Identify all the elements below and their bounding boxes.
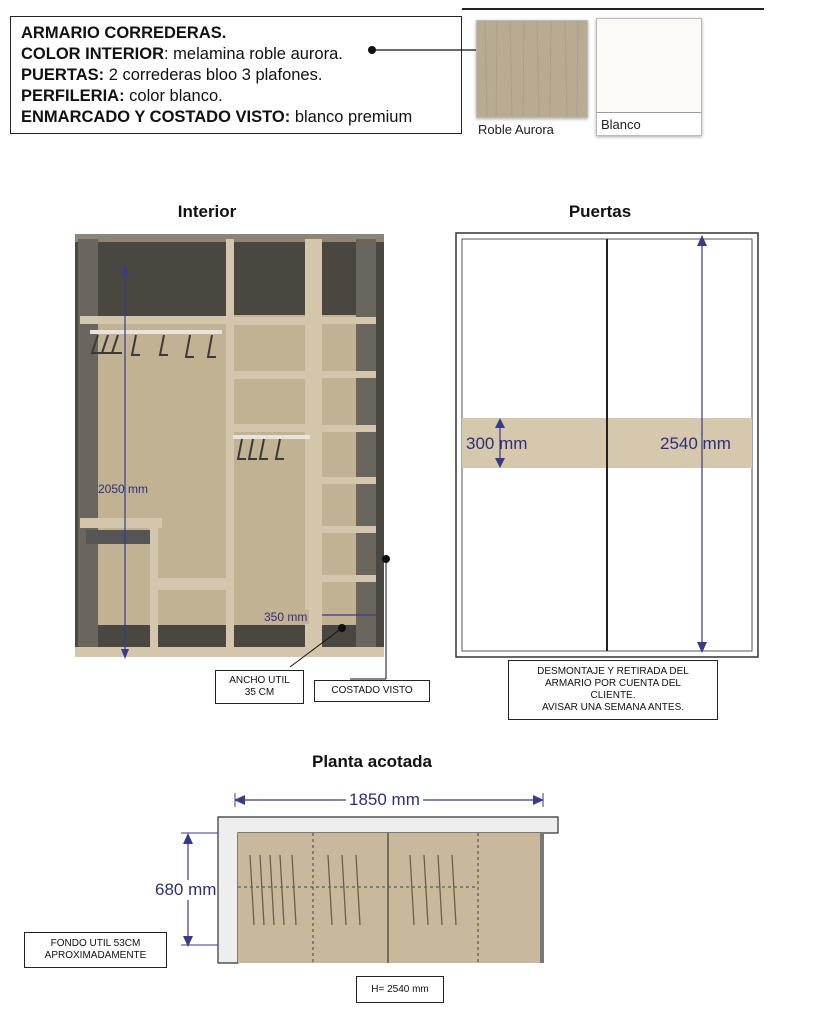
- puertas-note-line3: CLIENTE.: [590, 690, 636, 701]
- top-rule: [462, 8, 764, 10]
- fondo-line2: APROXIMADAMENTE: [44, 950, 147, 961]
- interior-height-dim: 2050 mm: [98, 482, 149, 496]
- spec-enmarcado: ENMARCADO Y COSTADO VISTO: blanco premium: [21, 108, 413, 126]
- spec-color-interior: COLOR INTERIOR: melamina roble aurora.: [21, 45, 343, 63]
- swatch-label-roble: Roble Aurora: [478, 122, 554, 137]
- puertas-note-line4: AVISAR UNA SEMANA ANTES.: [541, 702, 685, 713]
- planta-drawing: [180, 785, 570, 970]
- interior-drawing: [60, 225, 420, 705]
- swatch-blanco: [596, 18, 702, 136]
- swatch-label-blanco: Blanco: [601, 117, 641, 132]
- interior-title: Interior: [177, 202, 237, 221]
- puertas-height-dim: 2540 mm: [660, 434, 731, 453]
- puertas-title: Puertas: [568, 202, 632, 221]
- puertas-note: [508, 660, 718, 720]
- puertas-band-dim: 300 mm: [466, 434, 528, 453]
- puertas-note-line1: DESMONTAJE Y RETIRADA DEL: [537, 666, 689, 677]
- interior-depth-dim: 350 mm: [264, 610, 308, 624]
- planta-title: Planta acotada: [312, 752, 432, 771]
- callout-ancho-line1: ANCHO UTIL: [229, 675, 290, 686]
- planta-width-dim: 1850 mm: [346, 790, 423, 810]
- swatch-roble-aurora: [476, 20, 588, 118]
- spec-box: [10, 16, 462, 134]
- planta-interior: [238, 833, 540, 963]
- oak-texture: [477, 21, 587, 117]
- spec-puertas: PUERTAS: 2 correderas bloo 3 plafones.: [21, 66, 323, 84]
- callout-ancho-util: [215, 670, 304, 704]
- planta-depth-dim: 680 mm: [155, 880, 217, 899]
- spec-title: ARMARIO CORREDERAS.: [21, 24, 227, 42]
- spec-perfileria: PERFILERIA: color blanco.: [21, 87, 223, 105]
- callout-ancho-line2: 35 CM: [244, 687, 275, 698]
- puertas-note-line2: ARMARIO POR CUENTA DEL: [545, 678, 681, 689]
- callout-costado-visto: COSTADO VISTO: [314, 680, 430, 702]
- callout-height-note: H= 2540 mm: [356, 976, 444, 1003]
- spec-pointer: [360, 40, 480, 60]
- fondo-line1: FONDO UTIL 53CM: [50, 938, 141, 949]
- callout-fondo-util: [24, 932, 167, 968]
